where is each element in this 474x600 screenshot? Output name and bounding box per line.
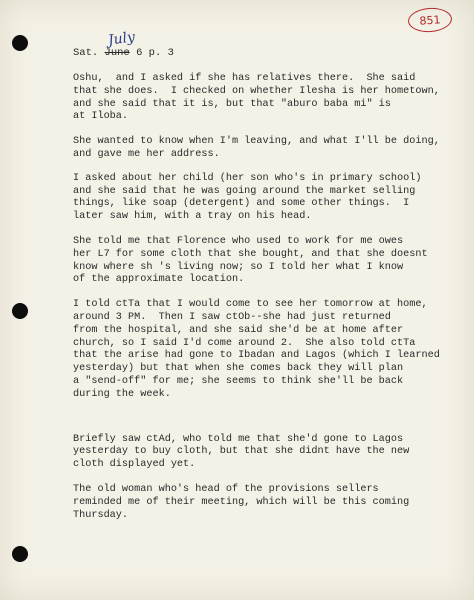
notes-body: [73, 73, 473, 522]
struck-month: June: [104, 47, 130, 59]
date-line: [73, 47, 174, 60]
paragraph: The old woman who's head of the provisions sellers reminded me of their meeting, which will be this coming Thursday.: [73, 483, 410, 521]
paragraph: I asked about her child (her son who's in primary school) and she said that he was going around the market selling things, like soap (detergent) and some other things. I later saw him, with a tray on his head.: [73, 172, 422, 223]
date-text: 6 p. 3: [136, 47, 174, 59]
paragraph: She told me that Florence who used to work for me owes her L7 for some cloth that she bought, and that she doesnt know where sh 's living now; so I told her what I know of the approximate location.: [73, 235, 428, 286]
paragraph: She wanted to know when I'm leaving, and what I'll be doing, and gave me her address.: [73, 136, 440, 160]
binder-hole-top: [12, 35, 28, 51]
folio-number: 851: [407, 6, 453, 33]
day-label: Sat.: [73, 47, 99, 59]
binder-hole-middle: [12, 303, 28, 319]
paragraph: Oshu, and I asked if she has relatives there. She said that she does. I checked on whether Ilesha is her hometown, and she said that it is, but that "aburo baba mi" is at Iloba.: [73, 73, 440, 123]
paragraph: I told ctTa that I would come to see her tomorrow at home, around 3 PM. Then I saw ctOb--she had just returned from the hospital, and she said she'd be at home after church, so I said I'd come around 2. She also told ctTa that the arise had gone to Ibadan and Lagos (which I learned yesterday) but that when she comes back they will plan a "send-off" for me; she seems to think she'll be back during the week.: [73, 299, 440, 400]
paragraph: Briefly saw ctAd, who told me that she'd gone to Lagos yesterday to buy cloth, but that she didnt have the new cloth displayed yet.: [73, 433, 410, 471]
handwritten-month-correction: July: [107, 29, 136, 49]
binder-hole-bottom: [12, 546, 28, 562]
